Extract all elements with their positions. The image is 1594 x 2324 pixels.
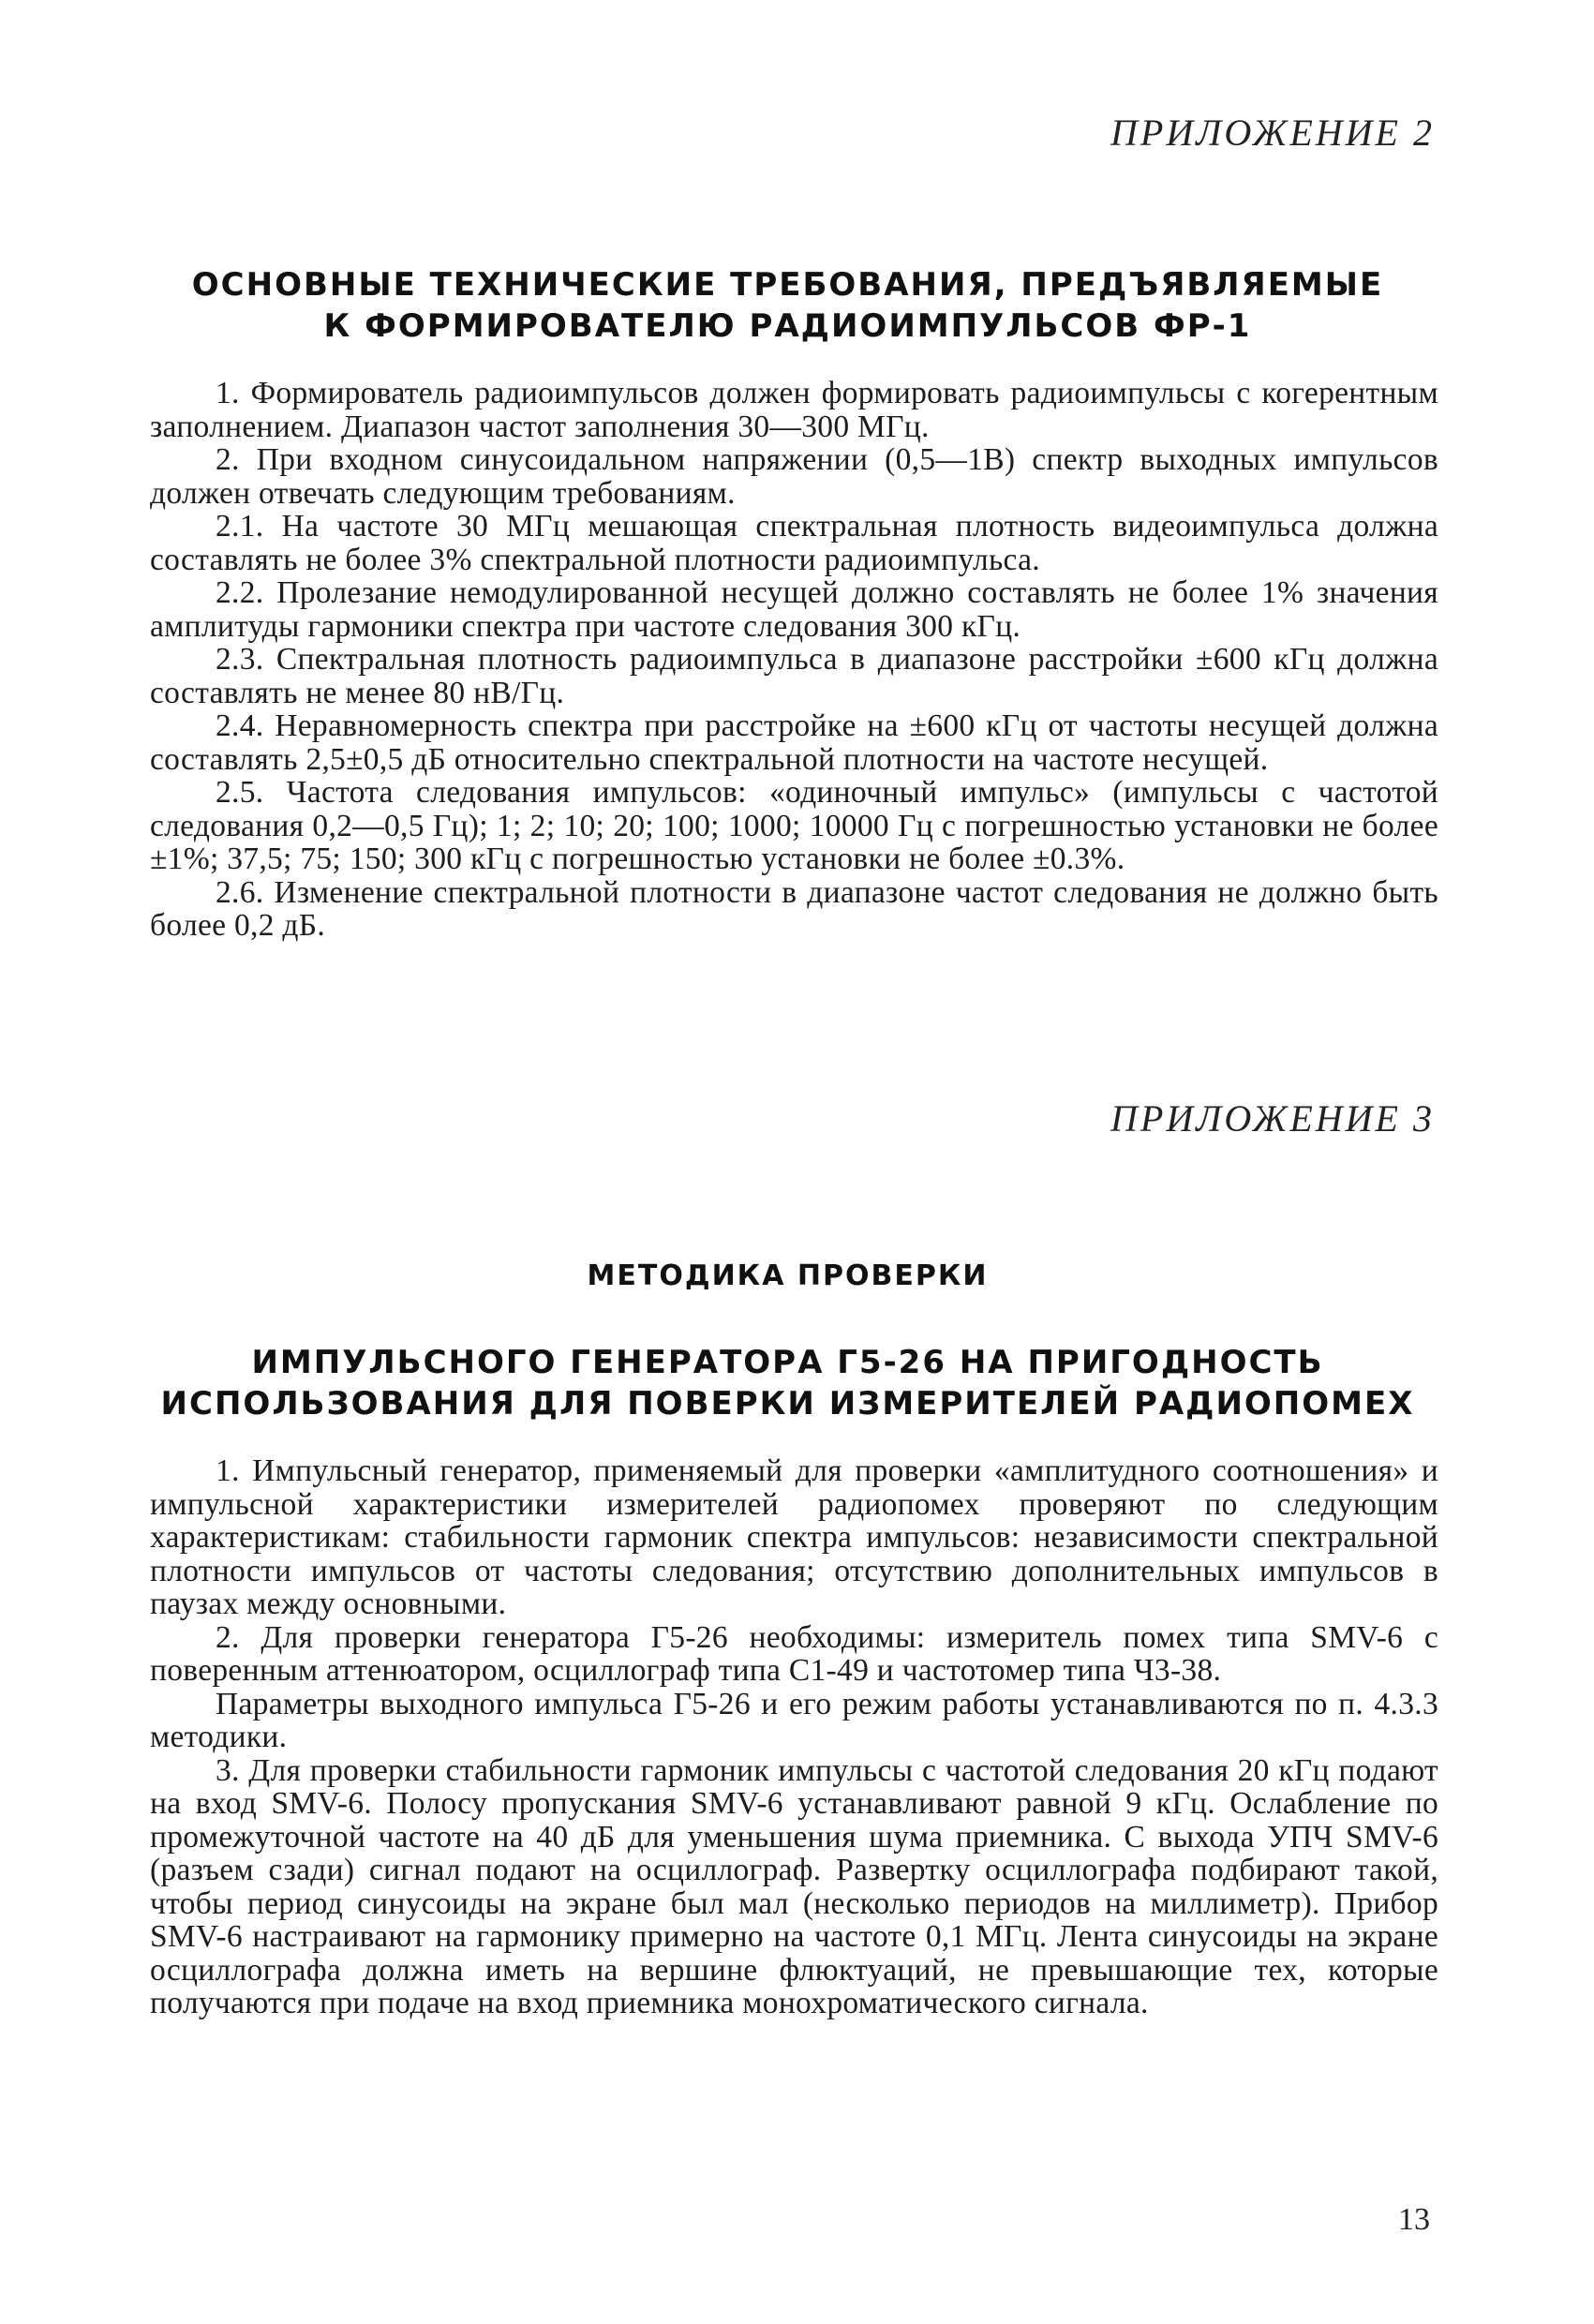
- paragraph: 2.5. Частота следования импульсов: «одиночный импульс» (импульсы с частотой следования 0,2—0,5 Гц); 1; 2; 10; 20; 100; 1000; 10000 Гц с погрешностью установки не более ±1%; 37,5; 75; 150; 300 кГц с погрешностью установки не более ±0.3%.: [150, 775, 1438, 876]
- paragraph: 2. Для проверки генератора Г5-26 необходимы: измеритель помех типа SMV-6 с поверенным аттенюатором, осциллограф типа С1-49 и частотомер типа Ч3-38.: [150, 1619, 1438, 1688]
- appendix-2-body: [150, 377, 1438, 943]
- appendix-3-label: ПРИЛОЖЕНИЕ 3: [1110, 1097, 1435, 1140]
- appendix-3-title-main: [141, 1256, 1435, 1297]
- appendix-2-title-line-2: К ФОРМИРОВАТЕЛЮ РАДИОИМПУЛЬСОВ ФР-1: [323, 307, 1252, 345]
- paragraph: 3. Для проверки стабильности гармоник импульсы с частотой следования 20 кГц подают на вход SMV-6. Полосу пропускания SMV-6 устанавливают равной 9 кГц. Ослабление по промежуточной частоте на 40 дБ для уменьшения шума приемника. С выхода УПЧ SMV-6 (разъем сзади) сигнал подают на осциллограф. Развертку осциллографа подбирают такой, чтобы период синусоиды на экране был мал (несколько периодов на миллиметр). Прибор SMV-6 настраивают на гармонику примерно на частоте 0,1 МГц. Лента синусоиды на экране осциллографа должна иметь на вершине флюктуаций, не превышающие тех, которые получаются при подаче на вход приемника монохроматического сигнала.: [150, 1752, 1438, 2020]
- paragraph: 1. Импульсный генератор, применяемый для проверки «амплитудного соотношения» и импульсной характеристики измерителей радиопомех проверяют по следующим характеристикам: стабильности гармоник спектра импульсов: независимости спектральной плотности импульсов от частоты следования; отсутствию дополнительных импульсов в паузах между основными.: [150, 1453, 1438, 1621]
- paragraph: 2.4. Неравномерность спектра при расстройке на ±600 кГц от частоты несущей должна составлять 2,5±0,5 дБ относительно спектральной плотности на частоте несущей.: [150, 708, 1438, 777]
- appendix-2-title-line-1: ОСНОВНЫЕ ТЕХНИЧЕСКИЕ ТРЕБОВАНИЯ, ПРЕДЪЯВЛЯЕМЫЕ: [191, 266, 1384, 304]
- paragraph: 2.3. Спектральная плотность радиоимпульса в диапазоне расстройки ±600 кГц должна составлять не менее 80 нВ/Гц.: [150, 642, 1438, 710]
- appendix-3-title: [141, 1342, 1435, 1424]
- appendix-3-title-line-1: ИМПУЛЬСНОГО ГЕНЕРАТОРА Г5-26 НА ПРИГОДНОСТЬ: [251, 1344, 1324, 1381]
- appendix-3-title-main-line: МЕТОДИКА ПРОВЕРКИ: [587, 1259, 989, 1292]
- paragraph: Параметры выходного импульса Г5-26 и его режим работы устанавливаются по п. 4.3.3 методики.: [150, 1686, 1438, 1754]
- appendix-2-title: [141, 264, 1435, 347]
- paragraph: 2.6. Изменение спектральной плотности в диапазоне частот следования не должно быть более 0,2 дБ.: [150, 874, 1438, 943]
- paragraph: 1. Формирователь радиоимпульсов должен формировать радиоимпульсы с когерентным заполнением. Диапазон частот заполнения 30—300 МГц.: [150, 376, 1438, 444]
- appendix-2-label: ПРИЛОЖЕНИЕ 2: [1110, 112, 1435, 154]
- paragraph: 2.2. Пролезание немодулированной несущей должно составлять не более 1% значения амплитуды гармоники спектра при частоте следования 300 кГц.: [150, 575, 1438, 644]
- page-number: 13: [1398, 2202, 1430, 2237]
- appendix-3-body: [150, 1454, 1438, 2020]
- paragraph: 2. При входном синусоидальном напряжении (0,5—1В) спектр выходных импульсов должен отвечать следующим требованиям.: [150, 442, 1438, 511]
- paragraph: 2.1. На частоте 30 МГц мешающая спектральная плотность видеоимпульса должна составлять не более 3% спектральной плотности радиоимпульса.: [150, 509, 1438, 577]
- appendix-3-title-line-2: ИСПОЛЬЗОВАНИЯ ДЛЯ ПОВЕРКИ ИЗМЕРИТЕЛЕЙ РАДИОПОМЕХ: [160, 1385, 1415, 1423]
